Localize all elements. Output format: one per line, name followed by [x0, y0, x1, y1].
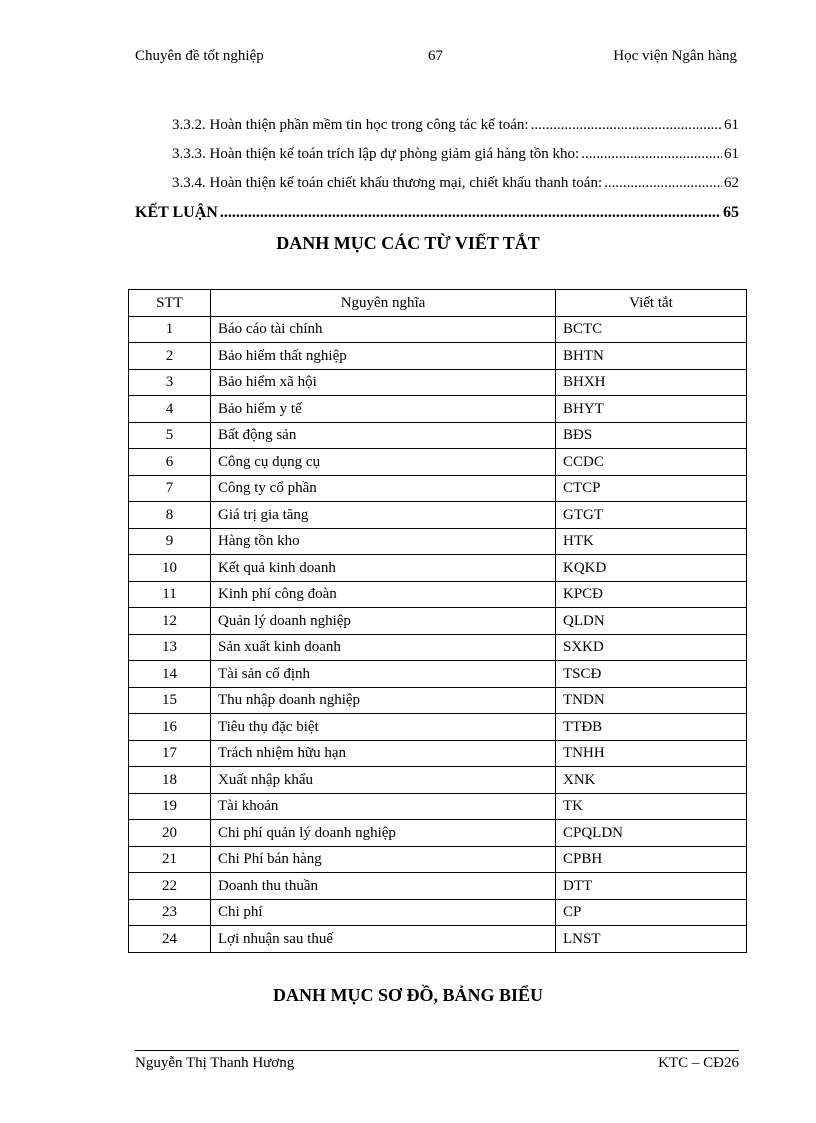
cell-stt: 1 — [129, 316, 211, 343]
table-row — [129, 767, 747, 794]
header-institution: Học viện Ngân hàng — [613, 48, 737, 64]
table-row — [129, 740, 747, 767]
cell-stt: 3 — [129, 369, 211, 396]
footer-divider — [135, 1050, 739, 1051]
toc-entry-page: 61 — [724, 146, 739, 162]
cell-stt: 7 — [129, 475, 211, 502]
page-number: 67 — [428, 48, 443, 64]
cell-abbreviation: CPQLDN — [556, 820, 747, 847]
cell-stt: 5 — [129, 422, 211, 449]
toc-entry-text: KẾT LUẬN — [135, 204, 218, 221]
toc-entry-page: 65 — [723, 204, 739, 221]
cell-meaning: Tài sản cố định — [211, 661, 556, 688]
table-row — [129, 820, 747, 847]
cell-meaning: Bảo hiểm xã hội — [211, 369, 556, 396]
cell-abbreviation: LNST — [556, 926, 747, 953]
table-row — [129, 661, 747, 688]
table-row — [129, 926, 747, 953]
cell-stt: 19 — [129, 793, 211, 820]
cell-abbreviation: KPCĐ — [556, 581, 747, 608]
toc-entry[interactable] — [172, 175, 739, 195]
cell-meaning: Lợi nhuận sau thuế — [211, 926, 556, 953]
table-header-row — [129, 290, 747, 317]
cell-abbreviation: TK — [556, 793, 747, 820]
column-header-abbreviation: Viết tắt — [556, 290, 747, 317]
diagrams-title: DANH MỤC SƠ ĐỒ, BẢNG BIỂU — [272, 985, 544, 1005]
table-row — [129, 422, 747, 449]
table-row — [129, 634, 747, 661]
toc-entry-text: 3.3.4. Hoàn thiện kế toán chiết khấu thương mại, chiết khấu thanh toán: — [172, 175, 603, 191]
column-header-stt: STT — [129, 290, 211, 317]
cell-stt: 21 — [129, 846, 211, 873]
toc-entry-conclusion[interactable] — [135, 204, 739, 224]
table-row — [129, 687, 747, 714]
header-title: Chuyên đề tốt nghiệp — [135, 48, 264, 64]
cell-stt: 18 — [129, 767, 211, 794]
cell-stt: 20 — [129, 820, 211, 847]
cell-stt: 16 — [129, 714, 211, 741]
cell-meaning: Thu nhập doanh nghiệp — [211, 687, 556, 714]
cell-abbreviation: CPBH — [556, 846, 747, 873]
cell-meaning: Kinh phí công đoàn — [211, 581, 556, 608]
toc-leader-dots — [531, 117, 722, 134]
cell-abbreviation: XNK — [556, 767, 747, 794]
cell-meaning: Công cụ dụng cụ — [211, 449, 556, 476]
cell-abbreviation: TSCĐ — [556, 661, 747, 688]
table-row — [129, 873, 747, 900]
table-row — [129, 899, 747, 926]
table-row — [129, 449, 747, 476]
page-header — [135, 48, 737, 70]
table-row — [129, 528, 747, 555]
cell-meaning: Báo cáo tài chính — [211, 316, 556, 343]
cell-meaning: Chi phí quản lý doanh nghiệp — [211, 820, 556, 847]
abbreviations-table — [128, 289, 747, 953]
cell-abbreviation: QLDN — [556, 608, 747, 635]
cell-stt: 10 — [129, 555, 211, 582]
cell-stt: 23 — [129, 899, 211, 926]
toc-entry[interactable] — [172, 117, 739, 137]
cell-meaning: Bảo hiểm thất nghiệp — [211, 343, 556, 370]
cell-stt: 4 — [129, 396, 211, 423]
cell-meaning: Sản xuất kinh doanh — [211, 634, 556, 661]
table-row — [129, 555, 747, 582]
cell-meaning: Hàng tồn kho — [211, 528, 556, 555]
cell-abbreviation: BĐS — [556, 422, 747, 449]
cell-abbreviation: CTCP — [556, 475, 747, 502]
table-body — [129, 316, 747, 952]
cell-stt: 17 — [129, 740, 211, 767]
cell-stt: 14 — [129, 661, 211, 688]
cell-abbreviation: BHYT — [556, 396, 747, 423]
cell-stt: 6 — [129, 449, 211, 476]
cell-stt: 2 — [129, 343, 211, 370]
toc-leader-dots — [604, 175, 722, 192]
cell-stt: 9 — [129, 528, 211, 555]
cell-abbreviation: TNDN — [556, 687, 747, 714]
cell-abbreviation: SXKD — [556, 634, 747, 661]
table-row — [129, 369, 747, 396]
cell-meaning: Bảo hiểm y tế — [211, 396, 556, 423]
table-row — [129, 502, 747, 529]
cell-abbreviation: CP — [556, 899, 747, 926]
cell-meaning: Kết quả kinh doanh — [211, 555, 556, 582]
table-row — [129, 714, 747, 741]
cell-meaning: Công ty cổ phần — [211, 475, 556, 502]
cell-meaning: Tiêu thụ đặc biệt — [211, 714, 556, 741]
table-row — [129, 581, 747, 608]
table-row — [129, 343, 747, 370]
cell-stt: 8 — [129, 502, 211, 529]
table-row — [129, 396, 747, 423]
cell-meaning: Tài khoản — [211, 793, 556, 820]
toc-entry-text: 3.3.2. Hoàn thiện phần mềm tin học trong công tác kế toán: — [172, 117, 529, 133]
cell-abbreviation: TTĐB — [556, 714, 747, 741]
column-header-meaning: Nguyên nghĩa — [211, 290, 556, 317]
cell-stt: 11 — [129, 581, 211, 608]
cell-stt: 15 — [129, 687, 211, 714]
cell-stt: 24 — [129, 926, 211, 953]
cell-meaning: Chi Phí bán hàng — [211, 846, 556, 873]
table-row — [129, 846, 747, 873]
cell-meaning: Giá trị gia tăng — [211, 502, 556, 529]
cell-abbreviation: KQKD — [556, 555, 747, 582]
toc-entry[interactable] — [172, 146, 739, 166]
cell-stt: 13 — [129, 634, 211, 661]
toc-entry-page: 61 — [724, 117, 739, 133]
cell-abbreviation: BHTN — [556, 343, 747, 370]
table-row — [129, 793, 747, 820]
cell-meaning: Chi phí — [211, 899, 556, 926]
toc-leader-dots — [581, 146, 722, 163]
cell-meaning: Quản lý doanh nghiệp — [211, 608, 556, 635]
cell-meaning: Doanh thu thuần — [211, 873, 556, 900]
cell-abbreviation: TNHH — [556, 740, 747, 767]
cell-meaning: Xuất nhập khẩu — [211, 767, 556, 794]
cell-stt: 22 — [129, 873, 211, 900]
toc-entry-page: 62 — [724, 175, 739, 191]
footer-class: KTC – CĐ26 — [658, 1055, 739, 1071]
cell-abbreviation: DTT — [556, 873, 747, 900]
table-row — [129, 316, 747, 343]
cell-meaning: Bất động sản — [211, 422, 556, 449]
toc-leader-dots — [220, 204, 721, 222]
table-row — [129, 475, 747, 502]
toc-entry-text: 3.3.3. Hoàn thiện kế toán trích lập dự phòng giảm giá hàng tồn kho: — [172, 146, 580, 162]
cell-abbreviation: BCTC — [556, 316, 747, 343]
cell-stt: 12 — [129, 608, 211, 635]
cell-abbreviation: HTK — [556, 528, 747, 555]
cell-abbreviation: CCDC — [556, 449, 747, 476]
cell-abbreviation: BHXH — [556, 369, 747, 396]
cell-meaning: Trách nhiệm hữu hạn — [211, 740, 556, 767]
cell-abbreviation: GTGT — [556, 502, 747, 529]
abbreviations-title: DANH MỤC CÁC TỪ VIẾT TẮT — [276, 233, 540, 253]
table-row — [129, 608, 747, 635]
footer-author: Nguyễn Thị Thanh Hương — [135, 1055, 295, 1071]
